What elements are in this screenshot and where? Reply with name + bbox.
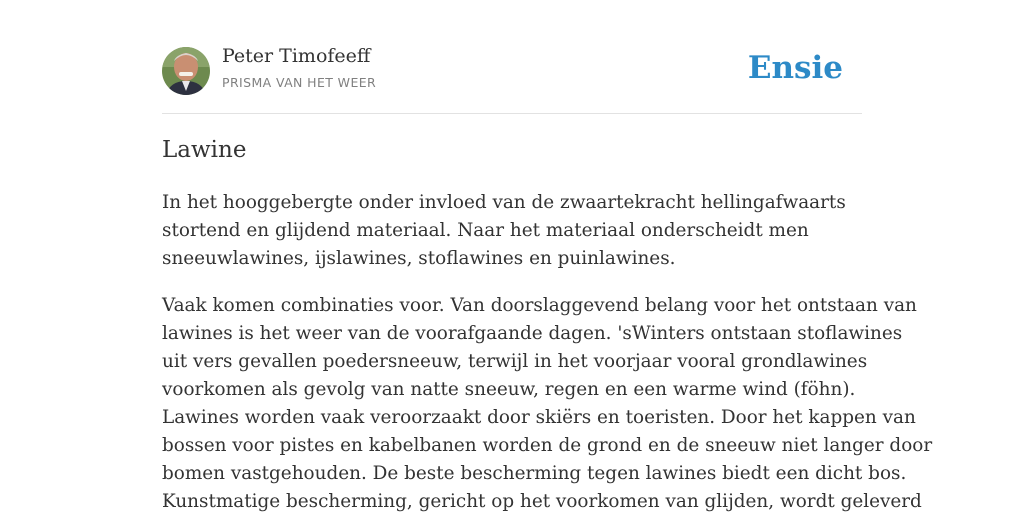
- article-body: [162, 189, 933, 512]
- paragraph-line: Kunstmatige bescherming, gericht op het voorkomen van glijden, wordt geleverd: [162, 491, 922, 512]
- paragraph-line: bomen vastgehouden. De beste bescherming tegen lawines biedt een dicht bos.: [162, 463, 907, 484]
- paragraph-line: lawines is het weer van de voorafgaande dagen. 'sWinters ontstaan stoflawines: [162, 323, 903, 344]
- article-container: [162, 0, 933, 512]
- paragraph-line: voorkomen als gevolg van natte sneeuw, regen en een warme wind (föhn).: [162, 379, 856, 400]
- author-name[interactable]: Peter Timofeeff: [222, 45, 371, 67]
- paragraph-line: stortend en glijdend materiaal. Naar het materiaal onderscheidt men: [162, 220, 809, 241]
- paragraph-1: [162, 189, 867, 273]
- author-avatar[interactable]: [162, 47, 210, 95]
- paragraph-line: uit vers gevallen poedersneeuw, terwijl in het voorjaar vooral grondlawines: [162, 351, 868, 372]
- header: [162, 0, 862, 114]
- paragraph-line: In het hooggebergte onder invloed van de zwaartekracht hellingafwaarts: [162, 192, 846, 213]
- paragraph-line: sneeuwlawines, ijslawines, stoflawines en puinlawines.: [162, 248, 676, 269]
- paragraph-line: bossen voor pistes en kabelbanen worden de grond en de sneeuw niet langer door: [162, 435, 933, 456]
- author-subtitle[interactable]: PRISMA VAN HET WEER: [222, 75, 377, 90]
- paragraph-line: Lawines worden vaak veroorzaakt door skiërs en toeristen. Door het kappen van: [162, 407, 916, 428]
- avatar-photo-icon: [162, 47, 210, 95]
- brand-logo[interactable]: Ensie: [747, 50, 843, 86]
- article-title: Lawine: [162, 137, 247, 163]
- paragraph-line: Vaak komen combinaties voor. Van doorslaggevend belang voor het ontstaan van: [162, 295, 917, 316]
- paragraph-2: [162, 292, 933, 512]
